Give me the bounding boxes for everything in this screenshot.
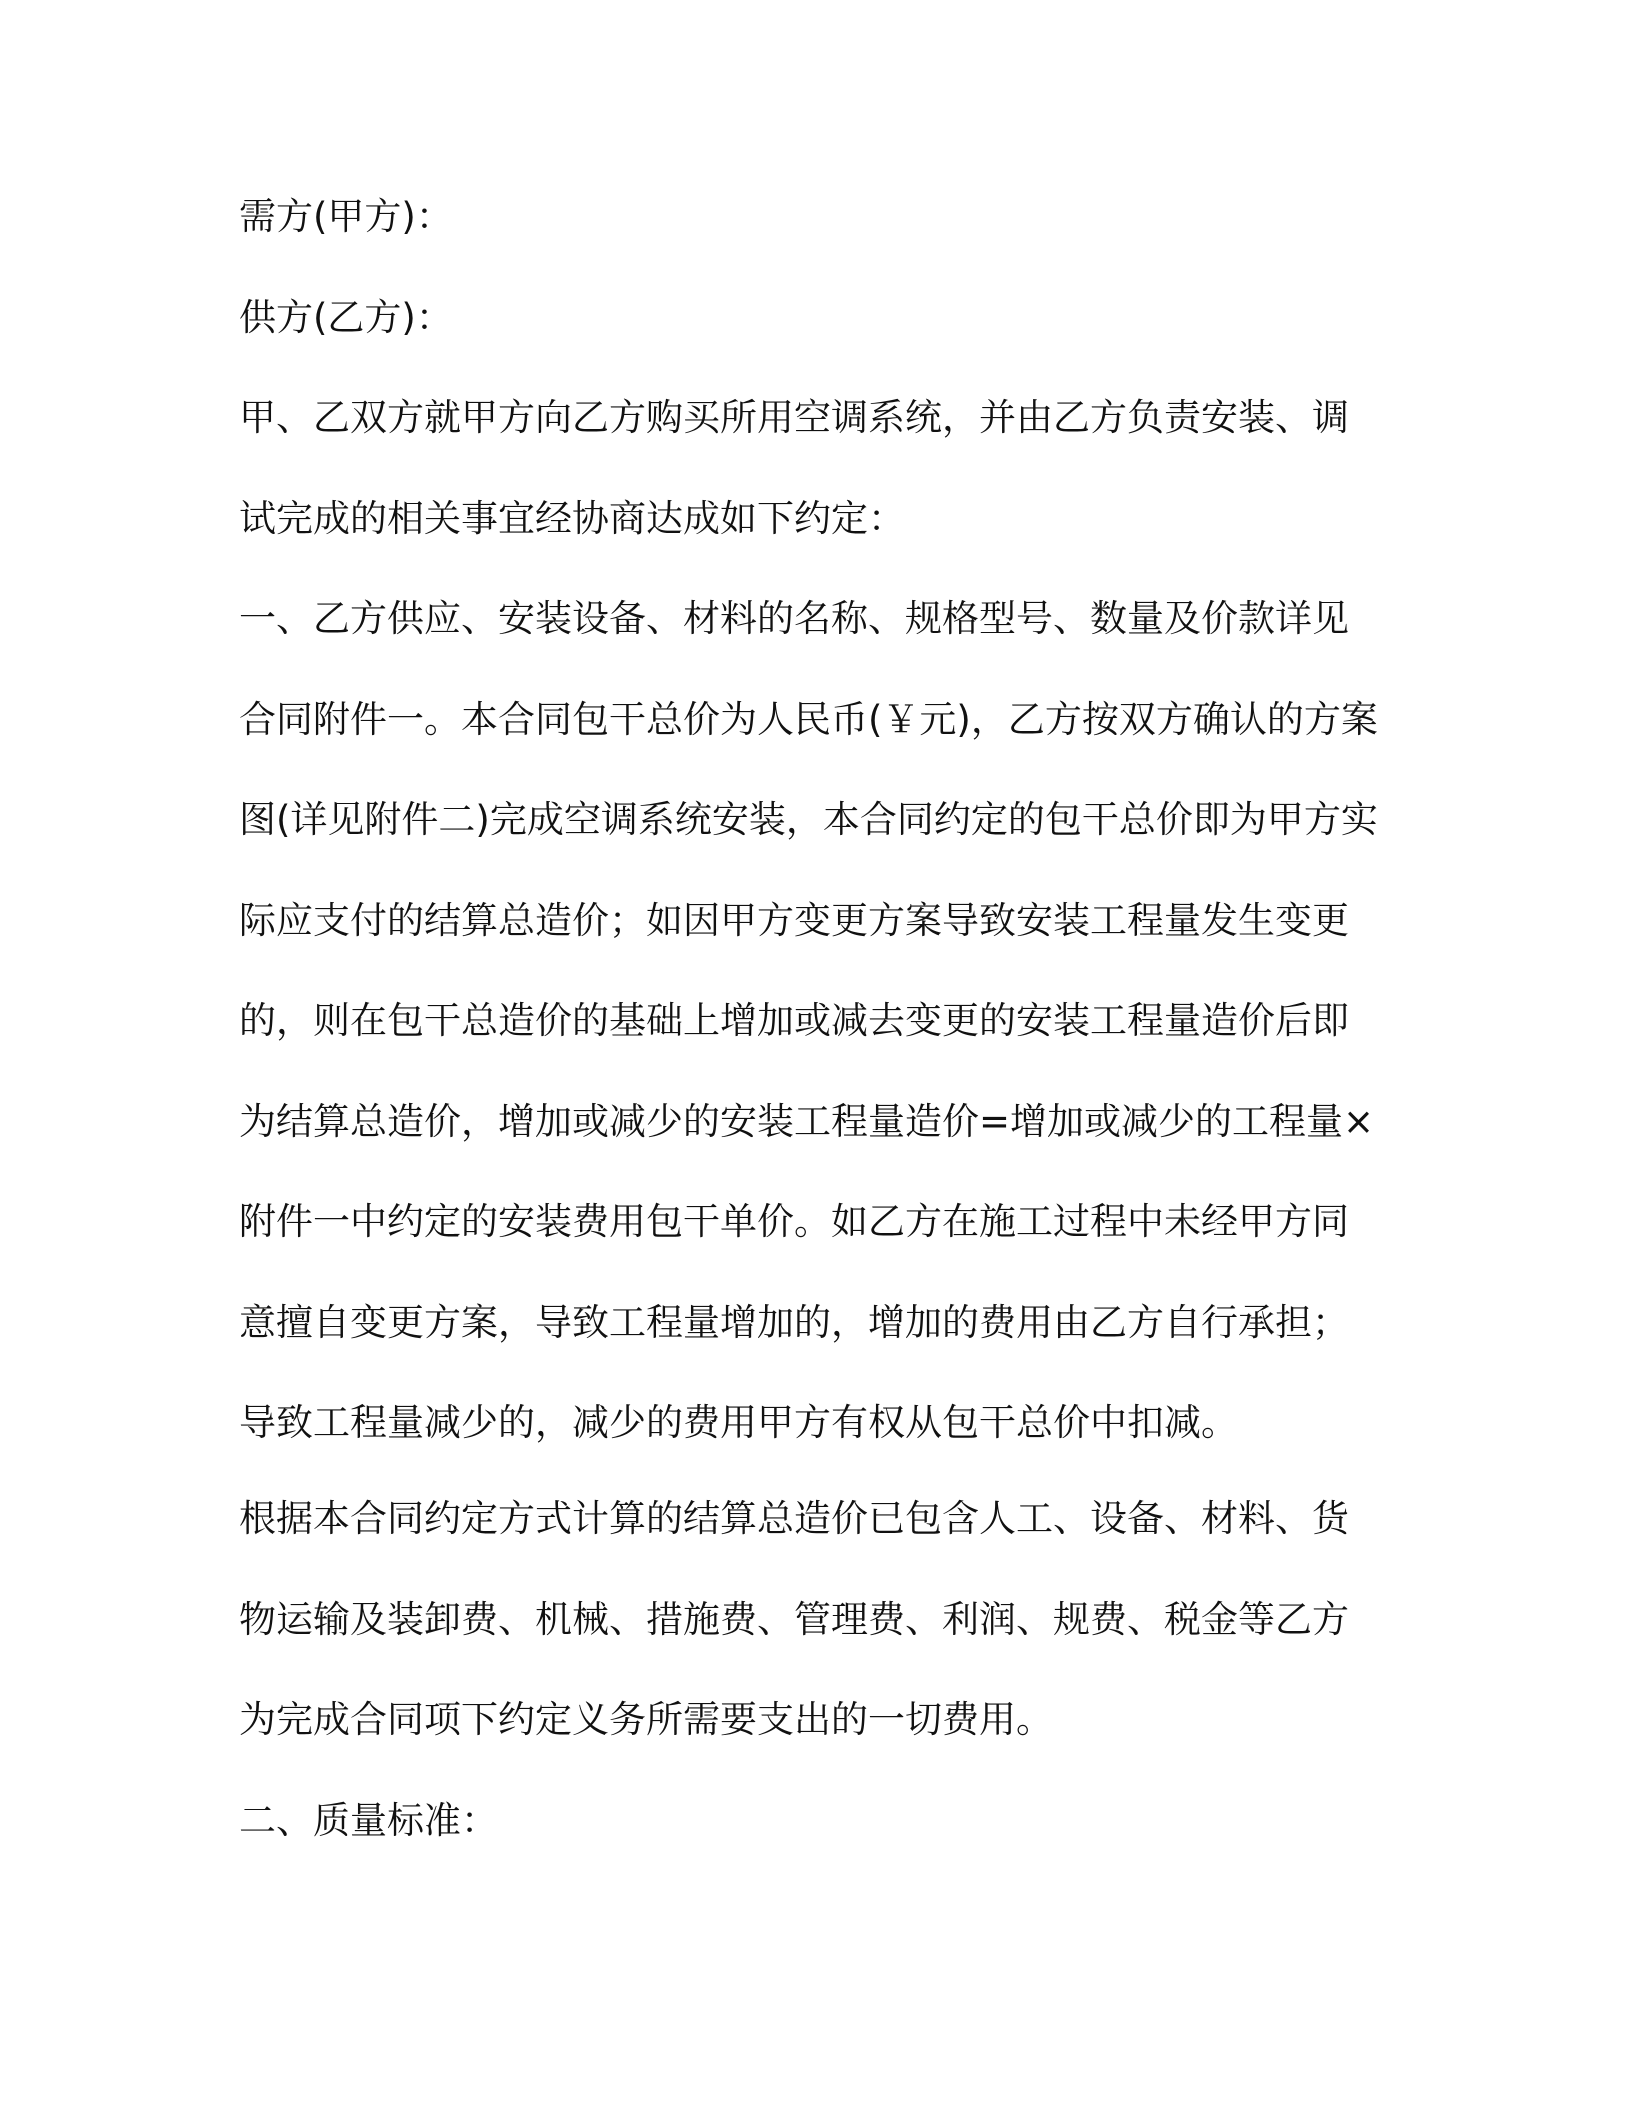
clause-1-line-6: 为结算总造价，增加或减少的安装工程量造价=增加或减少的工程量× — [239, 1100, 1375, 1143]
buyer-party-line: 需方(甲方)： — [239, 195, 453, 238]
intro-paragraph-line-1: 甲、乙双方就甲方向乙方购买所用空调系统，并由乙方负责安装、调 — [239, 396, 1349, 439]
clause-1-line-5: 的，则在包干总造价的基础上增加或减去变更的安装工程量造价后即 — [239, 999, 1349, 1042]
clause-1-line-3: 图(详见附件二)完成空调系统安装，本合同约定的包干总价即为甲方实 — [239, 798, 1378, 841]
clause-1-line-1: 一、乙方供应、安装设备、材料的名称、规格型号、数量及价款详见 — [239, 597, 1349, 640]
price-inclusion-line-1: 根据本合同约定方式计算的结算总造价已包含人工、设备、材料、货 — [239, 1497, 1349, 1540]
clause-1-line-8: 意擅自变更方案，导致工程量增加的，增加的费用由乙方自行承担； — [239, 1301, 1349, 1344]
price-inclusion-line-2: 物运输及装卸费、机械、措施费、管理费、利润、规费、税金等乙方 — [239, 1598, 1349, 1641]
clause-2-heading: 二、质量标准： — [239, 1799, 498, 1842]
supplier-party-line: 供方(乙方)： — [239, 296, 453, 339]
clause-1-line-2: 合同附件一。本合同包干总价为人民币(￥元)，乙方按双方确认的方案 — [239, 698, 1378, 741]
clause-1-line-4: 际应支付的结算总造价；如因甲方变更方案导致安装工程量发生变更 — [239, 899, 1349, 942]
clause-1-line-7: 附件一中约定的安装费用包干单价。如乙方在施工过程中未经甲方同 — [239, 1200, 1349, 1243]
intro-paragraph-line-2: 试完成的相关事宜经协商达成如下约定： — [239, 497, 905, 540]
clause-1-line-9: 导致工程量减少的，减少的费用甲方有权从包干总价中扣减。 — [239, 1401, 1238, 1444]
price-inclusion-line-3: 为完成合同项下约定义务所需要支出的一切费用。 — [239, 1698, 1053, 1741]
